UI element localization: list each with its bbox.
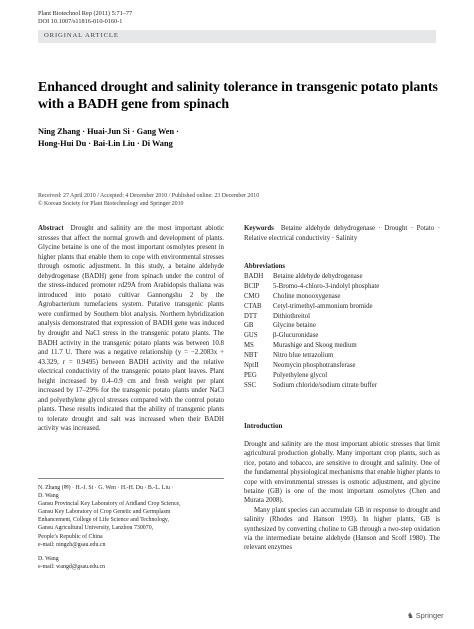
- correspondence-block: [38, 484, 228, 571]
- footnote-divider: [38, 478, 224, 479]
- abstract-block: [38, 224, 224, 434]
- abbreviation-row: [244, 331, 440, 341]
- email-link[interactable]: e-mail: ningzh@gsau.edu.cn: [38, 541, 106, 548]
- abbreviation-row: [244, 341, 440, 351]
- abbreviation-meaning: Neomycin phosphotransferase: [273, 362, 356, 370]
- abbreviation-meaning: Glycine betaine: [273, 322, 316, 330]
- introduction-body: [244, 440, 440, 553]
- keywords-text: Betaine aldehyde dehydrogenase · Drought · Potato · Relative electrical conductivity · Salinity: [244, 225, 440, 242]
- paper-title: Enhanced drought and salinity tolerance in transgenic potato plants with a BADH gene from spinach: [38, 79, 438, 111]
- abbreviation-code: BCIP: [244, 282, 260, 290]
- introduction-paragraph-1: Drought and salinity are the most important abiotic stresses that limit agricultural production globally. Many important crop plants, such as rice, potato and tobacco, are sensitive to drought and salinity. One of the fundamental physiological mechanisms that enable higher plants to cope with environmental stresses is osmotic adjustment, and glycine betaine (GB) is one of the most important osmolytes (Chen and Murata 2008).: [244, 441, 440, 505]
- affiliation-line: Gansu Provincial Key Laboratory of Aridland Crop Science,: [38, 501, 181, 508]
- publisher-logo: [407, 611, 444, 620]
- abbreviation-row: [244, 351, 440, 361]
- abbreviation-meaning: Polyethylene glycol: [273, 371, 328, 379]
- abbreviation-meaning: Betaine aldehyde dehydrogenase: [273, 272, 363, 280]
- abbreviation-row: [244, 371, 440, 381]
- abbreviation-code: DTT: [244, 312, 258, 320]
- abbreviation-code: CMO: [244, 292, 260, 300]
- abbreviation-code: NptII: [244, 362, 259, 370]
- abbreviation-meaning: Choline monooxygenase: [273, 292, 341, 300]
- article-type-band: [38, 30, 436, 43]
- abbreviation-code: NBT: [244, 352, 258, 360]
- abbreviations-block: [244, 262, 440, 391]
- abbreviation-row: [244, 381, 440, 391]
- abbreviation-code: MS: [244, 342, 254, 350]
- abbreviation-code: GB: [244, 322, 254, 330]
- affiliation-authors-line: D. Wang: [38, 493, 59, 500]
- abstract-label: Abstract: [38, 225, 64, 232]
- introduction-heading: Introduction: [244, 422, 283, 430]
- abbreviation-code: BADH: [244, 272, 264, 280]
- abbreviation-row: [244, 292, 440, 302]
- publication-dates: [38, 192, 438, 208]
- email-link[interactable]: e-mail: wangd@gsau.edu.cn: [38, 563, 106, 570]
- abbreviation-row: [244, 321, 440, 331]
- abbreviation-meaning: Murashige and Skoog medium: [273, 342, 357, 350]
- abbreviation-meaning: Sodium chloride/sodium citrate buffer: [273, 381, 377, 389]
- copyright-line: © Korean Society for Plant Biotechnology and Springer 2010: [38, 201, 184, 207]
- abbreviation-code: GUS: [244, 332, 258, 340]
- abbreviation-code: SSC: [244, 381, 257, 389]
- abbreviation-meaning: 5-Bromo-4-chloro-3-indolyl phosphate: [273, 282, 380, 290]
- abbreviations-heading: Abbreviations: [244, 263, 286, 270]
- affiliation-line: Gansu Agricultural University, Lanzhou 730070,: [38, 525, 154, 532]
- abbreviation-meaning: Nitro blue tetrazolium: [273, 352, 334, 360]
- affiliation-line: People’s Republic of China: [38, 533, 103, 540]
- journal-line: Plant Biotechnol Rep (2011) 5:71–77: [38, 10, 133, 17]
- journal-citation: [38, 10, 132, 27]
- affiliation-line: Gansu Key Laboratory of Crop Genetic and Germplasm: [38, 509, 171, 516]
- abbreviation-code: PEG: [244, 371, 257, 379]
- abbreviation-row: [244, 302, 440, 312]
- abstract-text: Drought and salinity are the most important abiotic stresses that affect the normal growth and development of plants. Glycine betaine is one of the most important osmolytes present in higher plants that enable them to cope with environmental stresses through osmotic adjustment. In this study, a betaine aldehyde dehydrogenase (BADH) gene from spinach under the control of the stress-induced promoter rd29A from Arabidopsis thaliana was introduced into potato cultivar Gannongshu 2 by the Agrobacterium tumefaciens system. Putative transgenic plants were confirmed by Southern blot analysis. Northern hybridization analysis demonstrated that expression of BADH gene was induced by drought and NaCl stress in the transgenic potato plants. The BADH activity in the transgenic potato plants was between 10.8 and 11.7 U. There was a negative relationship (y = −2.2083x + 43.329, r = 0.9495) between BADH activity and the relative electrical conductivity of the transgenic potato plant leaves. Plant height increased by 0.4–0.9 cm and fresh weight per plant increased by 17–29% for the transgenic potato plants under NaCl and polyethylene glycol stresses compared with the control potato plants. These results indicated that the ability of transgenic plants to tolerate drought and salt was increased when their BADH activity was increased.: [38, 225, 224, 433]
- received-accepted-published: Received: 27 April 2010 / Accepted: 4 December 2010 / Published online: 23 December 2010: [38, 193, 260, 199]
- abbreviation-row: [244, 361, 440, 371]
- publisher-name: Springer: [415, 611, 444, 620]
- introduction-paragraph-2: Many plant species can accumulate GB in response to drought and salinity (Rhodes and Hanson 1993). In higher plants, GB is synthesized by converting choline to GB through a two-step oxidation via the intermediate betaine aldehyde (Hanson and Scoff 1980). The relevant enzymes: [244, 506, 440, 552]
- abbreviation-meaning: β-Glucuronidase: [273, 332, 319, 340]
- abbreviation-row: [244, 282, 440, 292]
- doi-line[interactable]: DOI 10.1007/s11816-010-0160-1: [38, 18, 123, 26]
- authors-line-1[interactable]: Ning Zhang · Huai-Jun Si · Gang Wen ·: [38, 127, 179, 136]
- abbreviation-meaning: Dithiothreitol: [273, 312, 311, 320]
- keywords-block: [244, 224, 440, 243]
- abbreviation-code: CTAB: [244, 302, 262, 310]
- affiliation-authors-line: D. Wang: [38, 555, 59, 562]
- author-list: [38, 126, 438, 149]
- article-type-label: ORIGINAL ARTICLE: [44, 32, 119, 39]
- abbreviation-row: [244, 312, 440, 322]
- authors-line-2[interactable]: Hong-Hui Du · Bai-Lin Liu · Di Wang: [38, 138, 173, 148]
- keywords-label: Keywords: [244, 225, 274, 232]
- affiliation-authors-line: N. Zhang (✉) · H.-J. Si · G. Wen · H.-H. Du · B.-L. Liu ·: [38, 485, 174, 491]
- abbreviation-meaning: Cetyl-trimethyl-ammonium bromide: [273, 302, 373, 310]
- affiliation-line: Enhancement, College of Life Science and Technology,: [38, 517, 169, 524]
- springer-horse-icon: ♞: [407, 611, 414, 620]
- abbreviation-row: [244, 272, 440, 282]
